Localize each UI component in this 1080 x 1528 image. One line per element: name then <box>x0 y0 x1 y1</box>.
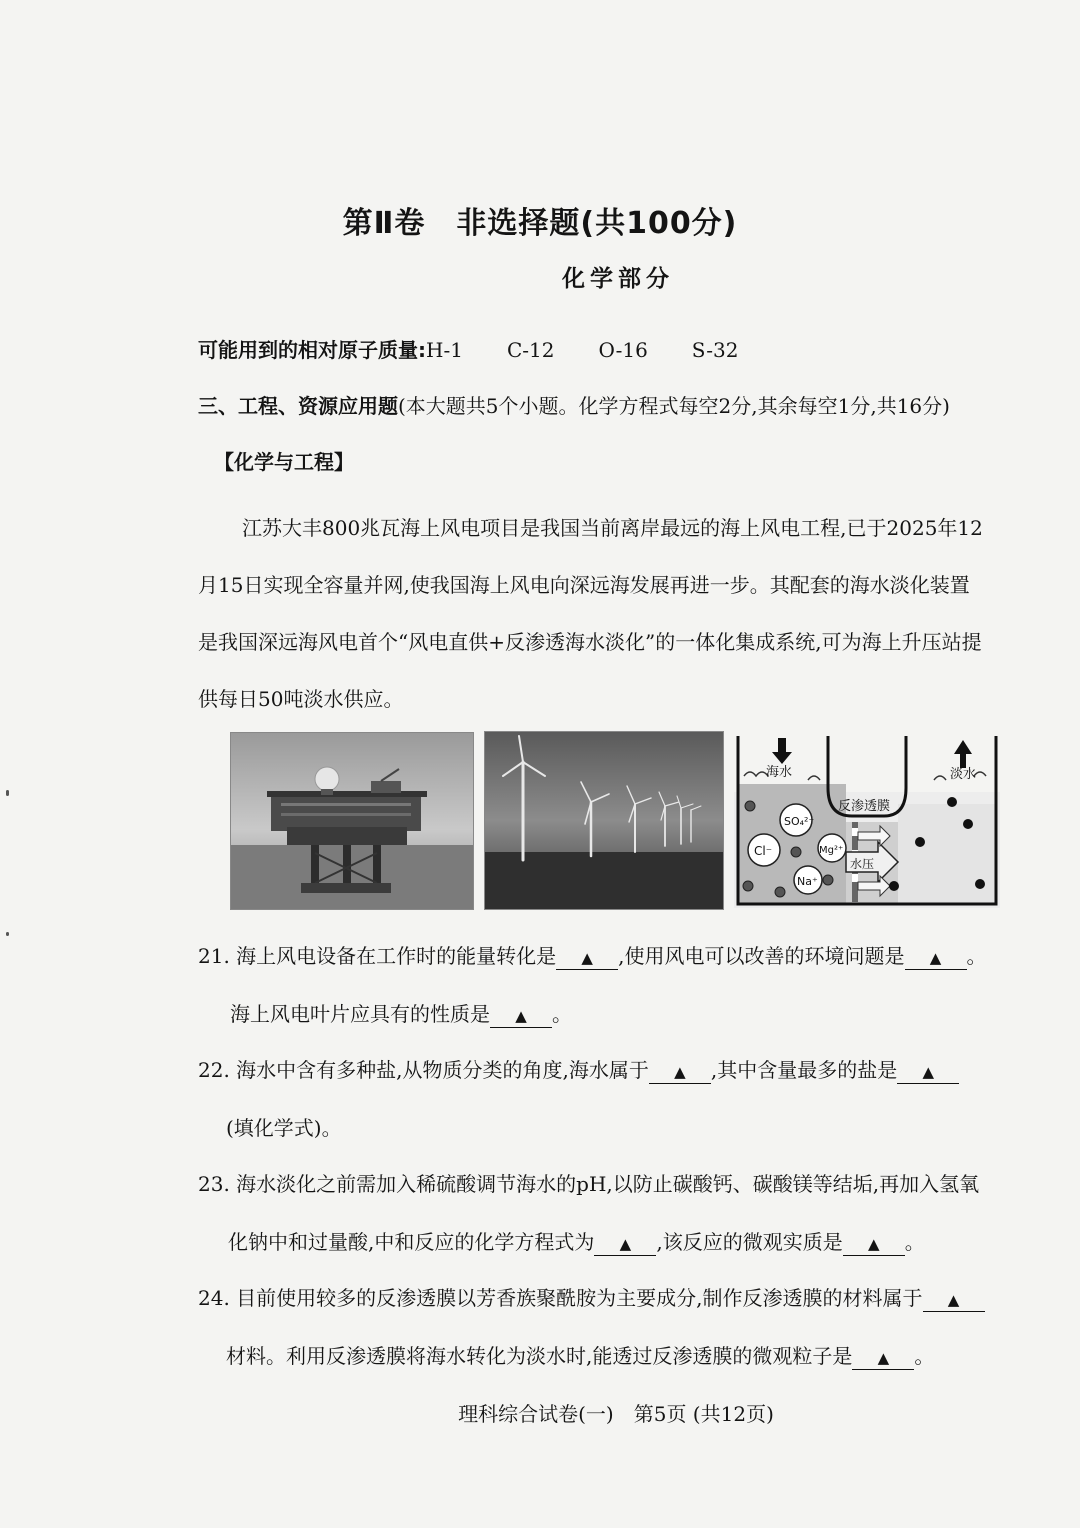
page-title: 第Ⅱ卷 非选择题(共100分) <box>342 206 738 241</box>
answer-blank[interactable]: ▲ <box>923 1289 985 1312</box>
atomic-mass-value: H-1 <box>426 338 463 362</box>
question-24-line-1 <box>198 1282 985 1312</box>
topic-heading: 【化学与工程】 <box>214 450 354 474</box>
atomic-mass-line <box>198 334 738 363</box>
question-21-line-1 <box>198 940 987 970</box>
question-text: 化钠中和过量酸,中和反应的化学方程式为 <box>228 1230 595 1254</box>
answer-blank[interactable]: ▲ <box>897 1061 959 1084</box>
intro-line: 月15日实现全容量并网,使我国海上风电向深远海发展再进一步。其配套的海水淡化装置 <box>198 573 970 597</box>
ion-sodium: Na⁺ <box>797 875 818 888</box>
intro-line: 江苏大丰800兆瓦海上风电项目是我国当前离岸最远的海上风电工程,已于2025年12 <box>242 516 983 540</box>
section-note: (本大题共5个小题。化学方程式每空2分,其余每空1分,共16分) <box>398 394 950 418</box>
question-text: 。 <box>914 1344 935 1368</box>
question-23-line-2 <box>228 1226 925 1256</box>
question-21-line-2 <box>230 998 572 1028</box>
atomic-mass-value: S-32 <box>691 338 739 362</box>
answer-blank[interactable]: ▲ <box>594 1233 656 1256</box>
intro-paragraph <box>198 500 1036 728</box>
question-text: ,其中含量最多的盐是 <box>710 1058 898 1082</box>
ion-chloride: Cl⁻ <box>754 844 773 858</box>
answer-blank[interactable]: ▲ <box>843 1233 905 1256</box>
intro-line: 是我国深远海风电首个“风电直供+反渗透海水淡化”的一体化集成系统,可为海上升压站提 <box>198 630 982 654</box>
answer-blank[interactable]: ▲ <box>556 947 618 970</box>
question-text: 。 <box>966 944 987 968</box>
question-text: 24. 目前使用较多的反渗透膜以芳香族聚酰胺为主要成分,制作反渗透膜的材料属于 <box>198 1286 923 1310</box>
answer-blank[interactable]: ▲ <box>490 1005 552 1028</box>
question-text: 21. 海上风电设备在工作时的能量转化是 <box>198 944 557 968</box>
atomic-mass-label: 可能用到的相对原子质量: <box>198 338 426 362</box>
reverse-osmosis-diagram <box>734 732 1000 908</box>
pressure-label: 水压 <box>850 857 875 871</box>
question-text: ,该反应的微观实质是 <box>656 1230 843 1254</box>
atomic-mass-value: C-12 <box>506 338 555 362</box>
answer-blank[interactable]: ▲ <box>905 947 967 970</box>
page-footer: 理科综合试卷(一) 第5页 (共12页) <box>458 1402 774 1426</box>
answer-blank[interactable]: ▲ <box>852 1347 914 1370</box>
question-text: 。 <box>904 1230 925 1254</box>
question-23-line-1: 23. 海水淡化之前需加入稀硫酸调节海水的pH,以防止碳酸钙、碳酸镁等结垢,再加入氢氧 <box>198 1172 980 1196</box>
question-text: 22. 海水中含有多种盐,从物质分类的角度,海水属于 <box>198 1058 649 1082</box>
question-24-line-2 <box>226 1340 934 1370</box>
membrane-label: 反渗透膜 <box>838 799 891 814</box>
section-label: 三、工程、资源应用题 <box>198 394 398 418</box>
question-text: ,使用风电可以改善的环境问题是 <box>618 944 905 968</box>
section-heading <box>198 390 950 419</box>
question-text: 材料。利用反渗透膜将海水转化为淡水时,能透过反渗透膜的微观粒子是 <box>226 1344 853 1368</box>
intro-line: 供每日50吨淡水供应。 <box>198 687 404 711</box>
question-text: 海上风电叶片应具有的性质是 <box>230 1002 490 1026</box>
question-text: 。 <box>552 1002 572 1026</box>
question-22-line-2: (填化学式)。 <box>226 1116 342 1140</box>
answer-blank[interactable]: ▲ <box>649 1061 711 1084</box>
ion-magnesium: Mg²⁺ <box>819 845 844 856</box>
wind-turbines-photo <box>484 731 724 910</box>
ion-sulfate: SO₄²⁻ <box>784 815 815 828</box>
atomic-mass-value: O-16 <box>598 338 648 362</box>
section-subtitle: 化学部分 <box>562 266 674 292</box>
scan-speck <box>6 932 9 936</box>
scan-speck <box>6 790 9 796</box>
offshore-platform-photo <box>230 732 474 910</box>
freshwater-label: 淡水 <box>950 767 977 782</box>
question-22-line-1 <box>198 1054 959 1084</box>
seawater-label: 海水 <box>766 765 793 780</box>
